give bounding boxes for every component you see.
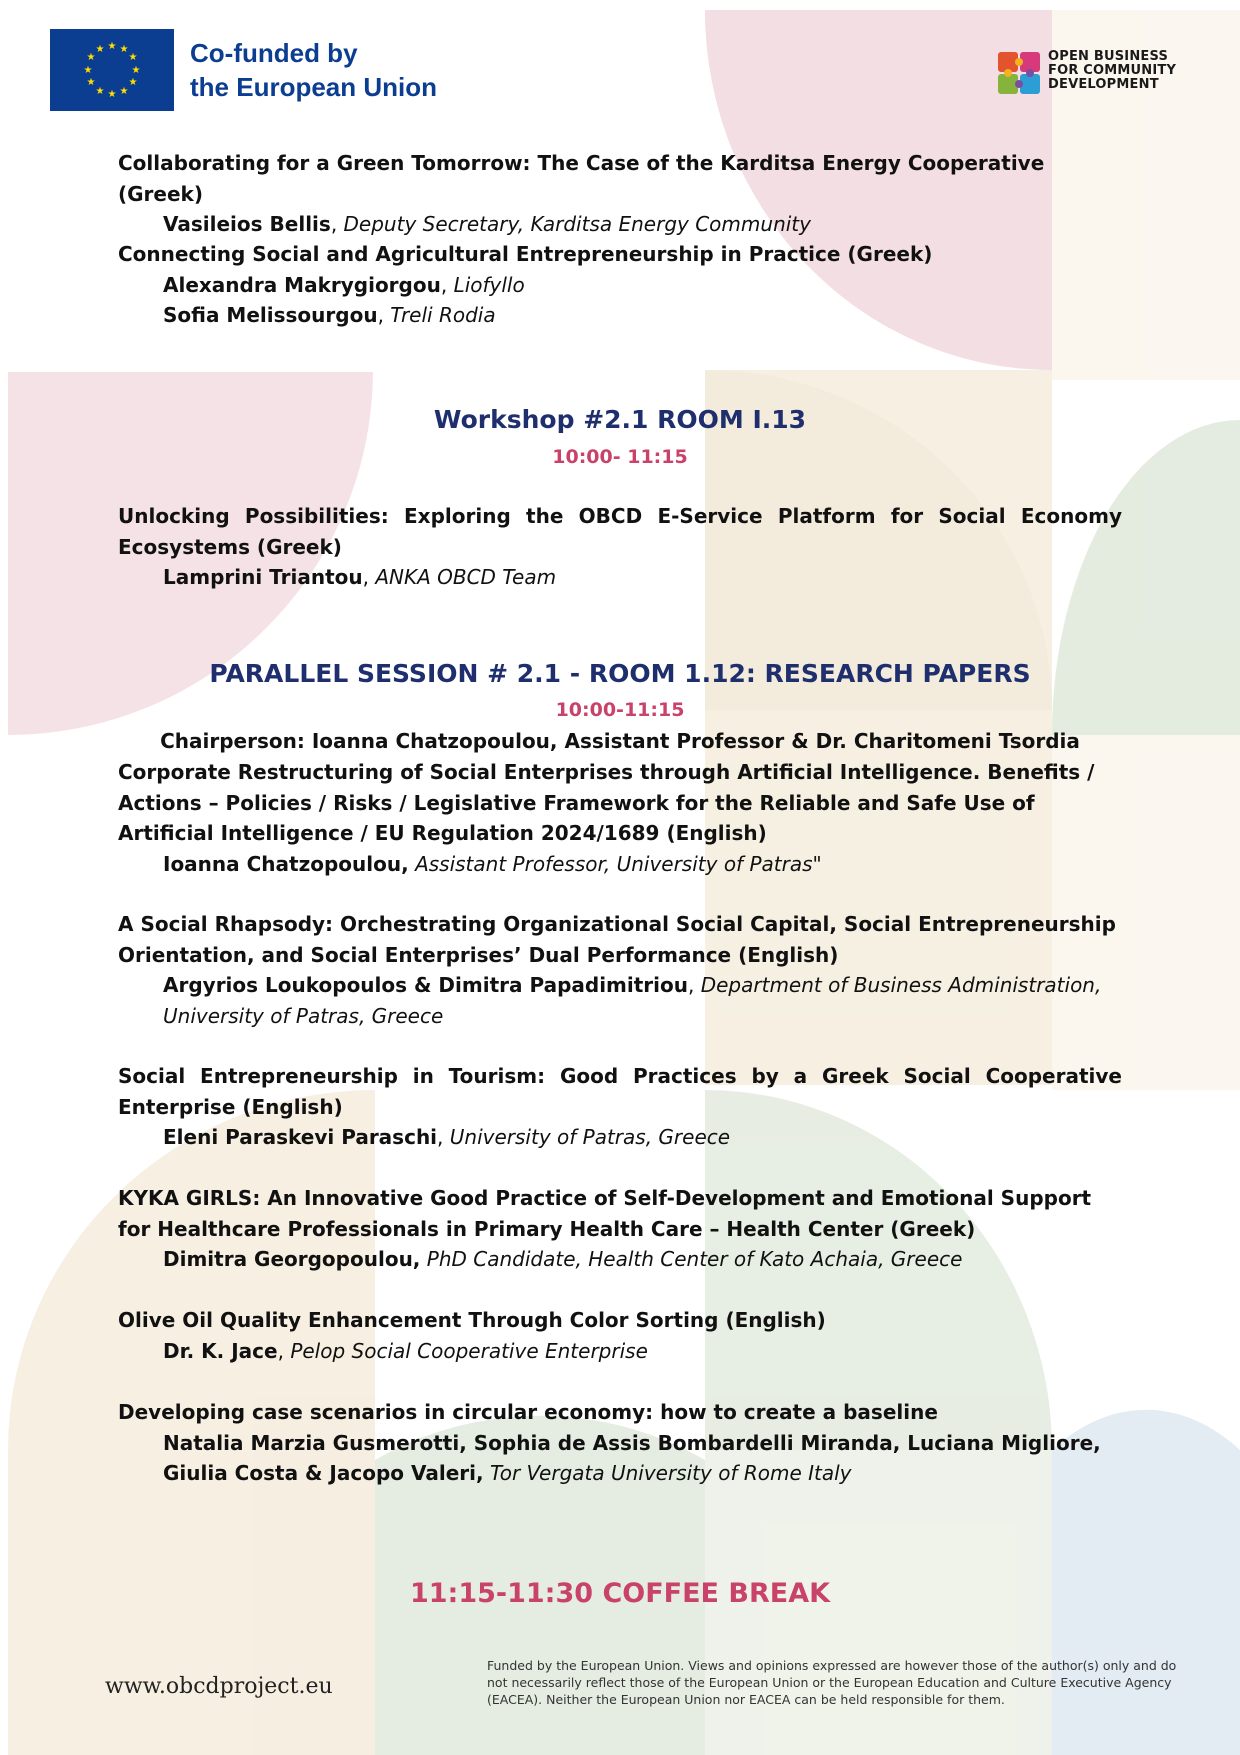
obcd-puzzle-logo-icon: [996, 50, 1042, 96]
talk-presenter: [118, 209, 1122, 240]
talk-presenter: [118, 270, 1122, 301]
presenter-affiliation: Department of Business Administration, University of Patras, Greece: [163, 973, 1102, 1028]
eu-flag-icon: [50, 29, 174, 111]
presenter-affiliation: Tor Vergata University of Rome Italy: [489, 1461, 852, 1485]
presenter-separator: ,: [440, 272, 454, 297]
presenter-name: Eleni Paraskevi Paraschi: [163, 1125, 438, 1149]
presenter-separator: ,: [377, 303, 391, 327]
presenter-name: Argyrios Loukopoulos & Dimitra Papadimitriou: [163, 973, 688, 997]
svg-text:★: ★: [128, 77, 138, 88]
talk-title: Unlocking Possibilities: Exploring the OBCD E-Service Platform for Social Economy Ecosystems (Greek): [118, 504, 1122, 559]
presenter-name: Ioanna Chatzopoulou,: [163, 851, 409, 876]
talk-title: Developing case scenarios in circular economy: how to create a baseline: [118, 1400, 938, 1424]
talk-item: [118, 1305, 1122, 1366]
talk-item: [118, 1061, 1122, 1153]
talk-title: Connecting Social and Agricultural Entrepreneurship in Practice (Greek): [118, 242, 933, 266]
presenter-affiliation: Treli Rodia: [390, 303, 496, 327]
talk-presenter: [118, 970, 1122, 1031]
presenter-affiliation: Pelop Social Cooperative Enterprise: [290, 1338, 648, 1363]
presenter-separator: ,: [437, 1125, 450, 1149]
workshop-time: 10:00- 11:15: [552, 446, 688, 468]
talk-presenter: [118, 849, 1122, 880]
svg-text:★: ★: [86, 77, 96, 88]
presenter-separator: ,: [688, 973, 701, 997]
talk-title: Social Entrepreneurship in Tourism: Good Practices by a Greek Social Cooperative Enterprise (English): [118, 1064, 1122, 1119]
workshop-heading: Workshop #2.1 ROOM I.13: [433, 405, 807, 434]
obcd-line-3: DEVELOPMENT: [1048, 77, 1159, 92]
talk-item: [118, 1397, 1122, 1489]
talk-presenter: [118, 562, 1122, 593]
talk-title: KYKA GIRLS: An Innovative Good Practice of Self-Development and Emotional Support for Healthcare Professionals in Primary Health Care – Health Center (Greek): [118, 1186, 1092, 1241]
talk-presenter: [118, 1428, 1122, 1489]
presenter-name: Natalia Marzia Gusmerotti, Sophia de Assis Bombardelli Miranda, Luciana Migliore, Giulia Costa & Jacopo Valeri,: [163, 1430, 1101, 1485]
funding-disclaimer: Funded by the European Union. Views and opinions expressed are however those of the author(s) only and do not necessarily reflect those of the European Union or the European Education and Culture Executive Agency (EACEA). Neither the European Union nor EACEA can be held responsible for them.: [487, 1658, 1177, 1707]
obcd-line-1: OPEN BUSINESS: [1048, 49, 1169, 64]
talk-item: [118, 757, 1122, 879]
svg-text:★: ★: [131, 65, 141, 76]
talk-title: Collaborating for a Green Tomorrow: The Case of the Karditsa Energy Cooperative (Greek): [118, 151, 1045, 206]
talk-presenter: [118, 1122, 1122, 1153]
talk-presenter: [118, 1244, 1122, 1275]
svg-text:★: ★: [95, 44, 105, 55]
presenter-affiliation: PhD Candidate, Health Center of Kato Achaia, Greece: [426, 1247, 963, 1271]
svg-text:★: ★: [107, 89, 117, 100]
presenter-affiliation: Assistant Professor, University of Patras": [415, 851, 822, 876]
eu-line-2: the European Union: [190, 72, 437, 102]
parallel-session-time: 10:00-11:15: [555, 699, 685, 721]
presenter-affiliation: University of Patras, Greece: [449, 1125, 731, 1149]
talk-item: [118, 239, 1122, 331]
presenter-separator: ,: [277, 1338, 291, 1363]
svg-text:★: ★: [95, 86, 105, 97]
svg-text:★: ★: [128, 52, 138, 63]
presenter-name: Vasileios Bellis: [163, 212, 331, 236]
talk-item: [118, 1183, 1122, 1275]
presenter-name: Dimitra Georgopoulou,: [163, 1247, 421, 1271]
website-link[interactable]: www.obcdproject.eu: [105, 1674, 333, 1699]
svg-text:★: ★: [119, 44, 129, 55]
presenter-separator: ,: [362, 565, 376, 589]
talk-presenter: [118, 300, 1122, 331]
presenter-affiliation: Deputy Secretary, Karditsa Energy Community: [343, 212, 811, 236]
parallel-session-heading: PARALLEL SESSION # 2.1 - ROOM 1.12: RESEARCH PAPERS: [209, 659, 1031, 688]
talk-title: Corporate Restructuring of Social Enterprises through Artificial Intelligence. Benefits / Actions – Policies / Risks / Legislative Framework for the Reliable and Safe Use of Artificial Intelligence / EU Regulation 2024/1689 (English): [118, 760, 1095, 845]
svg-text:★: ★: [86, 52, 96, 63]
eu-line-1: Co-funded by: [190, 38, 358, 68]
chairperson-line: Chairperson: Ioanna Chatzopoulou, Assistant Professor & Dr. Charitomeni Tsordia: [160, 729, 1080, 753]
svg-text:★: ★: [119, 86, 129, 97]
presenter-affiliation: Liofyllo: [453, 272, 525, 297]
coffee-break-banner: 11:15-11:30 COFFEE BREAK: [409, 1578, 831, 1609]
presenter-name: Dr. K. Jace: [163, 1338, 278, 1363]
presenter-separator: ,: [330, 212, 344, 236]
svg-text:★: ★: [107, 41, 117, 52]
obcd-line-2: FOR COMMUNITY: [1048, 63, 1177, 78]
presenter-name: Alexandra Makrygiorgou: [163, 272, 441, 297]
talk-item: [118, 148, 1122, 240]
obcd-wordmark: [1048, 50, 1176, 92]
svg-text:★: ★: [83, 65, 93, 76]
presenter-affiliation: ANKA OBCD Team: [375, 565, 557, 589]
presenter-name: Sofia Melissourgou: [163, 303, 378, 327]
eu-cofunded-text: [190, 36, 437, 104]
talk-title: Olive Oil Quality Enhancement Through Color Sorting (English): [118, 1308, 826, 1332]
talk-presenter: [118, 1336, 1122, 1367]
presenter-name: Lamprini Triantou: [163, 565, 363, 589]
talk-item: [118, 909, 1122, 1031]
talk-item: [118, 501, 1122, 593]
talk-title: A Social Rhapsody: Orchestrating Organizational Social Capital, Social Entrepreneurship Orientation, and Social Enterprises’ Dual Performance (English): [118, 912, 1116, 967]
